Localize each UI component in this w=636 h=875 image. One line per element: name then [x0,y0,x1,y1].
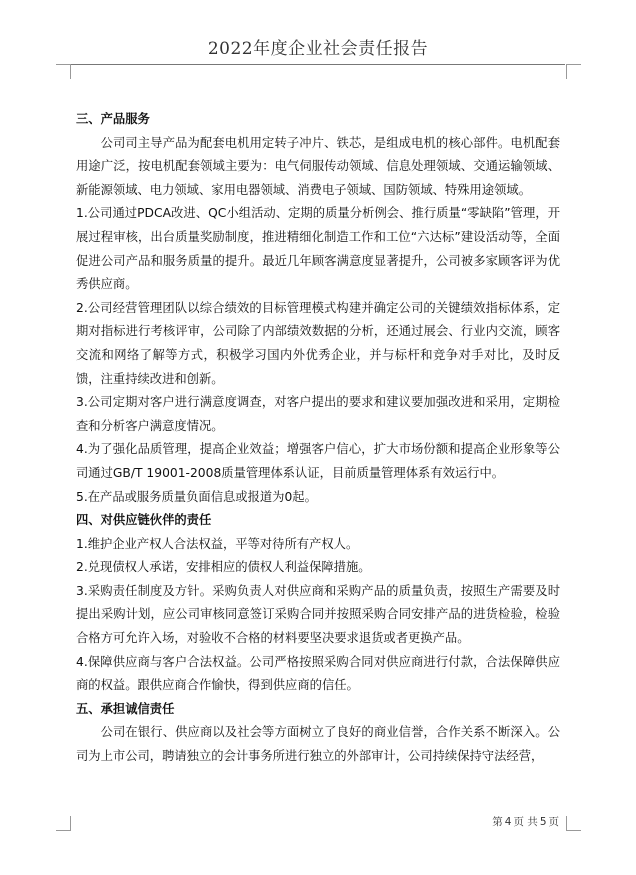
report-header-title: 2022年度企业社会责任报告 [207,39,429,59]
section-heading-supply-chain: 四、对供应链伙伴的责任 [76,513,212,528]
paragraph: 2.公司经营管理团队以综合绩效的目标管理模式构建并确定公司的关键绩效指标体系，定期对指标进行考核评审，公司除了内部绩效数据的分析，还通过展会、行业内交流，顾客交流和网络了解等方式，积极学习国内外优秀企业，并与标杆和竞争对手对比，及时反馈，注重持续改进和创新。 [76,300,560,386]
header-rule [71,64,565,65]
page-number [0,814,560,829]
page-label-prefix: 第 [492,816,503,828]
paragraph: 3.公司定期对客户进行满意度调查，对客户提出的要求和建议要加强改进和采用，定期检查和分析客户满意度情况。 [76,395,560,433]
paragraph: 3.采购责任制度及方针。采购负责人对供应商和采购产品的质量负责，按照生产需要及时提出采购计划，应公司审核同意签订采购合同并按照采购合同安排产品的进货检验，检验合格方可允许入场，对验收不合格的材料要坚决要求退货或者更换产品。 [76,583,560,646]
paragraph: 5.在产品或服务质量负面信息或报道为0起。 [76,489,317,504]
crop-mark-top-left [56,64,71,79]
paragraph: 公司在银行、供应商以及社会等方面树立了良好的商业信誉，合作关系不断深入。公司为上市公司，聘请独立的会计事务所进行独立的外部审计，公司持续保持守法经营， [76,725,560,764]
total-pages: 5 [539,816,547,828]
section-heading-product-service: 三、产品服务 [76,112,150,126]
paragraph: 1.维护企业产权人合法权益，平等对待所有产权人。 [76,536,359,551]
crop-mark-bottom-right [566,816,581,831]
document-body [76,108,560,769]
paragraph: 1.公司通过PDCA改进、QC小组活动、定期的质量分析例会、推行质量“零缺陷”管理，开展过程审核，出台质量奖励制度，推进精细化制造工作和工位“六达标”建设活动等，全面促进公司产品和服务质量的提升。最近几年顾客满意度显著提升，公司被多家顾客评为优秀供应商。 [76,206,560,292]
page-label-suffix: 页 [548,816,559,828]
section-heading-integrity: 五、承担诚信责任 [76,701,175,716]
current-page: 4 [504,816,512,828]
paragraph: 4.保障供应商与客户合法权益。公司严格按照采购合同对供应商进行付款，合法保障供应商的权益。跟供应商合作愉快，得到供应商的信任。 [76,654,560,693]
paragraph: 4.为了强化品质管理，提高企业效益；增强客户信心，扩大市场份额和提高企业形象等公司通过GB/T 19001-2008质量管理体系认证，目前质量管理体系有效运行中。 [76,442,560,480]
paragraph: 2.兑现债权人承诺，安排相应的债权人利益保障措施。 [76,560,371,575]
crop-mark-top-right [566,64,581,79]
paragraph: 公司司主导产品为配套电机用定转子冲片、铁芯，是组成电机的核心部件。电机配套用途广泛，按电机配套领域主要为：电气伺服传动领域、信息处理领域、交通运输领域、新能源领域、电力领域、家用电器领域、消费电子领域、国防领域、特殊用途领域。 [76,135,560,197]
page-label-mid: 页 共 [513,816,538,828]
